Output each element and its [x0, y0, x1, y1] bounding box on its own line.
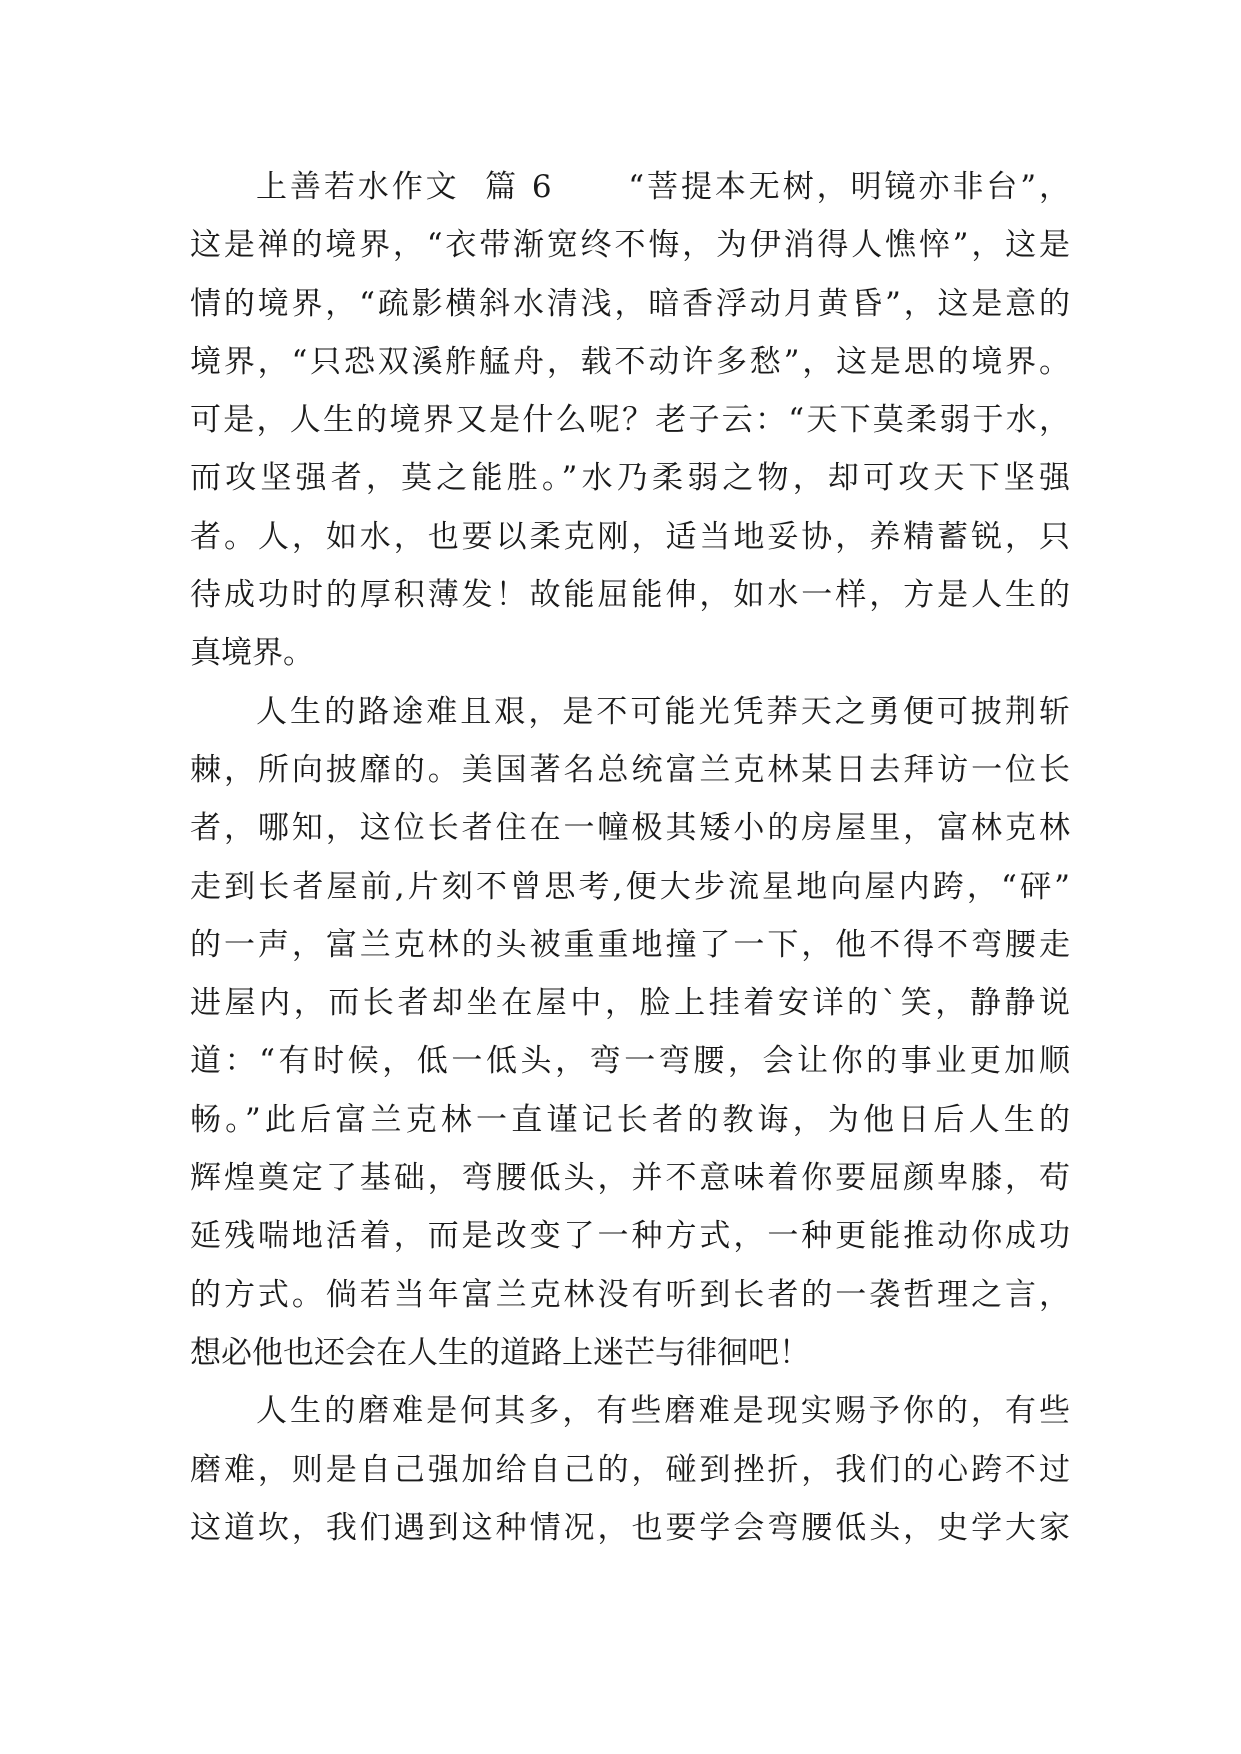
text-line: 磨难，则是自己强加给自己的，碰到挫折，我们的心跨不过 — [190, 1451, 1070, 1488]
text-line: 这道坎，我们遇到这种情况，也要学会弯腰低头，史学大家 — [190, 1509, 1070, 1546]
article-body — [190, 158, 1070, 1557]
text-line: 辉煌奠定了基础，弯腰低头，并不意味着你要屈颜卑膝，苟 — [190, 1160, 1070, 1197]
paragraph-1 — [190, 158, 1070, 683]
paragraph-2 — [190, 683, 1070, 1383]
text-line: 真境界。 — [190, 635, 314, 672]
text-line: 走到长者屋前,片刻不曾思考,便大步流星地向屋内跨，“砰” — [190, 868, 1070, 905]
text-line: 而攻坚强者，莫之能胜。”水乃柔弱之物，却可攻天下坚强 — [190, 460, 1070, 497]
text-line: 道：“有时候，低一低头，弯一弯腰，会让你的事业更加顺 — [190, 1043, 1070, 1080]
text-line: 的一声，富兰克林的头被重重地撞了一下，他不得不弯腰走 — [190, 926, 1070, 963]
text-line: 上善若水作文 篇 6 “菩提本无树，明镜亦非台”， — [256, 169, 1070, 205]
text-line: 的方式。倘若当年富兰克林没有听到长者的一袭哲理之言， — [190, 1276, 1070, 1313]
paragraph-3 — [190, 1382, 1070, 1557]
text-line: 者。人，如水，也要以柔克刚，适当地妥协，养精蓄锐，只 — [190, 518, 1070, 555]
text-line: 境界，“只恐双溪舴艋舟，载不动许多愁”，这是思的境界。 — [190, 343, 1070, 380]
text-line: 人生的磨难是何其多，有些磨难是现实赐予你的，有些 — [256, 1393, 1070, 1430]
text-line: 进屋内，而长者却坐在屋中，脸上挂着安详的`笑，静静说 — [190, 985, 1070, 1022]
text-line: 者，哪知，这位长者住在一幢极其矮小的房屋里，富林克林 — [190, 810, 1070, 847]
text-line: 人生的路途难且艰，是不可能光凭莽天之勇便可披荆斩 — [256, 693, 1070, 730]
text-line: 延残喘地活着，而是改变了一种方式，一种更能推动你成功 — [190, 1218, 1070, 1255]
text-line: 想必他也还会在人生的道路上迷芒与徘徊吧！ — [190, 1334, 810, 1371]
text-line: 棘，所向披靡的。美国著名总统富兰克林某日去拜访一位长 — [190, 751, 1070, 788]
text-line: 情的境界，“疏影横斜水清浅，暗香浮动月黄昏”，这是意的 — [190, 285, 1070, 322]
text-line: 待成功时的厚积薄发！故能屈能伸，如水一样，方是人生的 — [190, 577, 1070, 614]
text-line: 可是，人生的境界又是什么呢？老子云：“天下莫柔弱于水， — [190, 402, 1070, 439]
text-line: 这是禅的境界，“衣带渐宽终不悔，为伊消得人憔悴”，这是 — [190, 227, 1070, 264]
text-line: 畅。”此后富兰克林一直谨记长者的教诲，为他日后人生的 — [190, 1101, 1070, 1138]
